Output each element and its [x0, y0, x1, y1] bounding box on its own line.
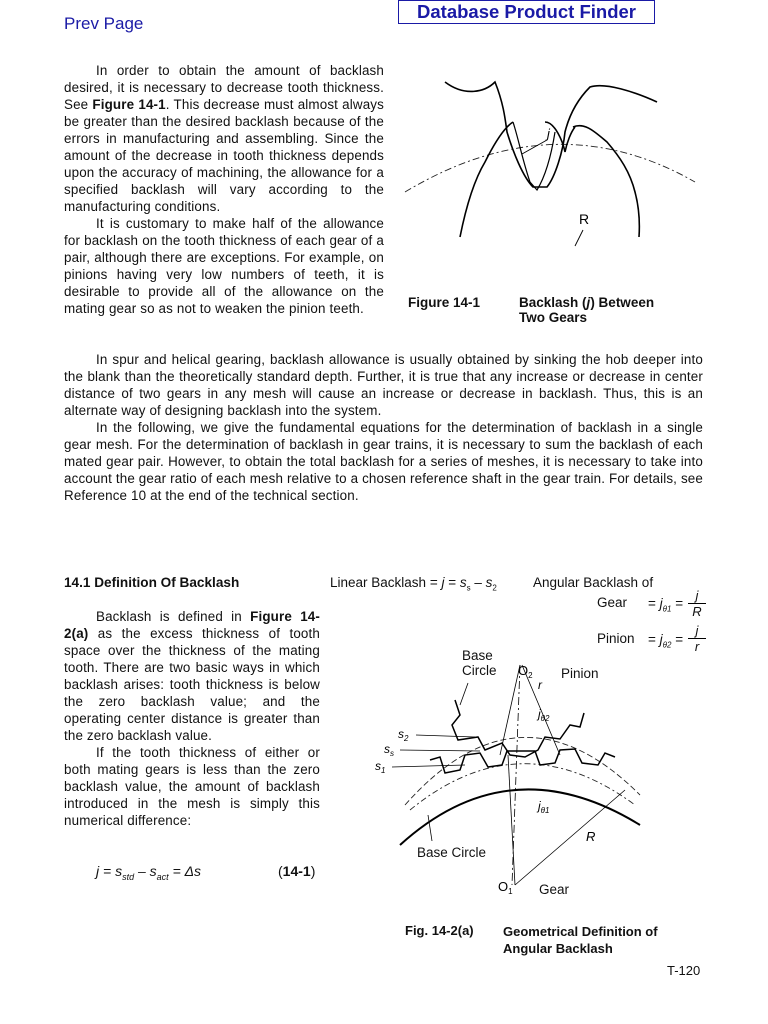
- section-paragraph-2: If the tooth thickness of either or both mating gears is less than the zero backlash value, the amount of backlash introduced in the mesh is simply this numerical difference:: [64, 745, 320, 828]
- intro-paragraph-4: In the following, we give the fundamental equations for the determination of backlash in a single gear mesh. For the determination of backlash in gear trains, it is necessary to sum the backlash of each mated gear pair. However, to obtain the total backlash for a series of meshes, it is necessary to take into account the gear ratio of each mesh relative to a chosen reference shaft in the gear train. For details, see Reference 10 at the end of the technical section.: [64, 420, 703, 503]
- angular-gear-formula: = $j_{\theta 1}$ =: [648, 596, 684, 614]
- intro-column: [64, 62, 384, 317]
- intro-full-width: [64, 351, 703, 504]
- svg-text:ss: $s_s$: [384, 742, 394, 758]
- svg-text:jθ1: $j_{\theta 1}$: [538, 799, 550, 815]
- base-circle-top-label: [462, 648, 497, 678]
- gear-fraction: j R: [688, 588, 706, 619]
- caption-text-c: Two Gears: [519, 310, 588, 325]
- pinion-fraction: j r: [688, 623, 706, 654]
- intro-paragraph-2: It is customary to make half of the allowance for backlash on the tooth thickness of each gear of a pair, although there are exceptions. For example, on pinions having very low numbers of teeth, it is desirable to provide all of the allowance on the mating gear so as not to weaken the pinion teeth.: [64, 216, 384, 316]
- caption-line-2: Angular Backlash: [503, 941, 613, 956]
- intro-paragraph-1: In order to obtain the amount of backlash desired, it is necessary to decrease tooth thickness. See Figure 14-1. This decrease must almost always be greater than the desired backlash because of the errors in manufacturing and assembling. Since the amount of the decrease in tooth thickness depends upon the accuracy of machining, the allowance for a specified backlash will vary according to the manufacturing conditions.: [64, 63, 384, 214]
- prev-page-link[interactable]: Prev Page: [64, 14, 144, 33]
- linear-backlash-label: Linear Backlash: [330, 575, 427, 590]
- base-circle-top-line1: Base: [462, 648, 493, 663]
- svg-text:O1: $O_1$: [498, 879, 513, 896]
- figure-14-2a-diagram: [360, 645, 660, 900]
- eq-number-bold: 14-1: [282, 863, 311, 879]
- caption-j: j: [586, 295, 591, 310]
- linear-backlash-formula: Linear Backlash = $j = s_s - s_2$: [330, 575, 497, 593]
- figure-14-1-j-label: j: [547, 126, 550, 141]
- figure-14-2a-caption-text: [503, 923, 658, 957]
- base-circle-top-line2: Circle: [462, 663, 497, 678]
- pinion-label: Pinion: [561, 666, 599, 681]
- section-heading: 14.1 Definition Of Backlash: [64, 575, 240, 590]
- angular-backlash-label: Angular Backlash of: [533, 575, 654, 590]
- caption-line-1: Geometrical Definition of: [503, 924, 658, 939]
- figure-14-1-caption-text: [519, 295, 654, 325]
- intro-paragraph-3: In spur and helical gearing, backlash allowance is usually obtained by sinking the hob deeper into the blank than the theoretically standard depth. Further, it is true that any increase or decrease in center distance of two gears in any mesh will cause an increase or decrease in backlash. Thus, this is an alternate way of designing backlash into the system.: [64, 352, 703, 418]
- svg-text:s2: $s_2$: [398, 727, 409, 743]
- database-product-finder-link[interactable]: Database Product Finder: [398, 0, 655, 24]
- caption-text-a: Backlash (: [519, 295, 587, 310]
- svg-text:jθ2: $j_{\theta 2}$: [538, 707, 550, 723]
- gear-label: Gear: [539, 882, 570, 897]
- figure-14-1-diagram: [395, 62, 715, 262]
- svg-text:r: r: [538, 678, 542, 692]
- section-paragraph-1: Backlash is defined in Figure 14-2(a) as the excess thickness of tooth space over the thickness of the mating tooth. There are two basic ways in which backlash arises: tooth thickness is below the zero backlash value; and the operating center distance is greater than the zero backlash value.: [64, 609, 320, 743]
- caption-text-b: ) Between: [590, 295, 655, 310]
- section-column: [64, 608, 320, 829]
- page-number: T-120: [667, 963, 701, 978]
- svg-text:O2: $O_2$: [518, 663, 533, 680]
- equation-14-1: $j = s_{std} - s_{act} = \Delta s$: [96, 863, 202, 882]
- angular-pinion-label: Pinion: [597, 631, 635, 646]
- svg-text:s1: $s_1$: [375, 759, 386, 775]
- equation-14-1-number: (14-1): [278, 863, 316, 879]
- angular-gear-label: Gear: [597, 595, 628, 610]
- figure-14-1-caption-number: Figure 14-1: [408, 295, 481, 310]
- angular-pinion-formula: = $j_{\theta 2}$ =: [648, 632, 684, 650]
- svg-text:R: R: [586, 829, 596, 844]
- figure-14-2a-caption-number: Fig. 14-2(a): [405, 923, 474, 938]
- base-circle-bottom-label: Base Circle: [417, 845, 487, 860]
- figure-14-1-r-label: R: [579, 211, 590, 227]
